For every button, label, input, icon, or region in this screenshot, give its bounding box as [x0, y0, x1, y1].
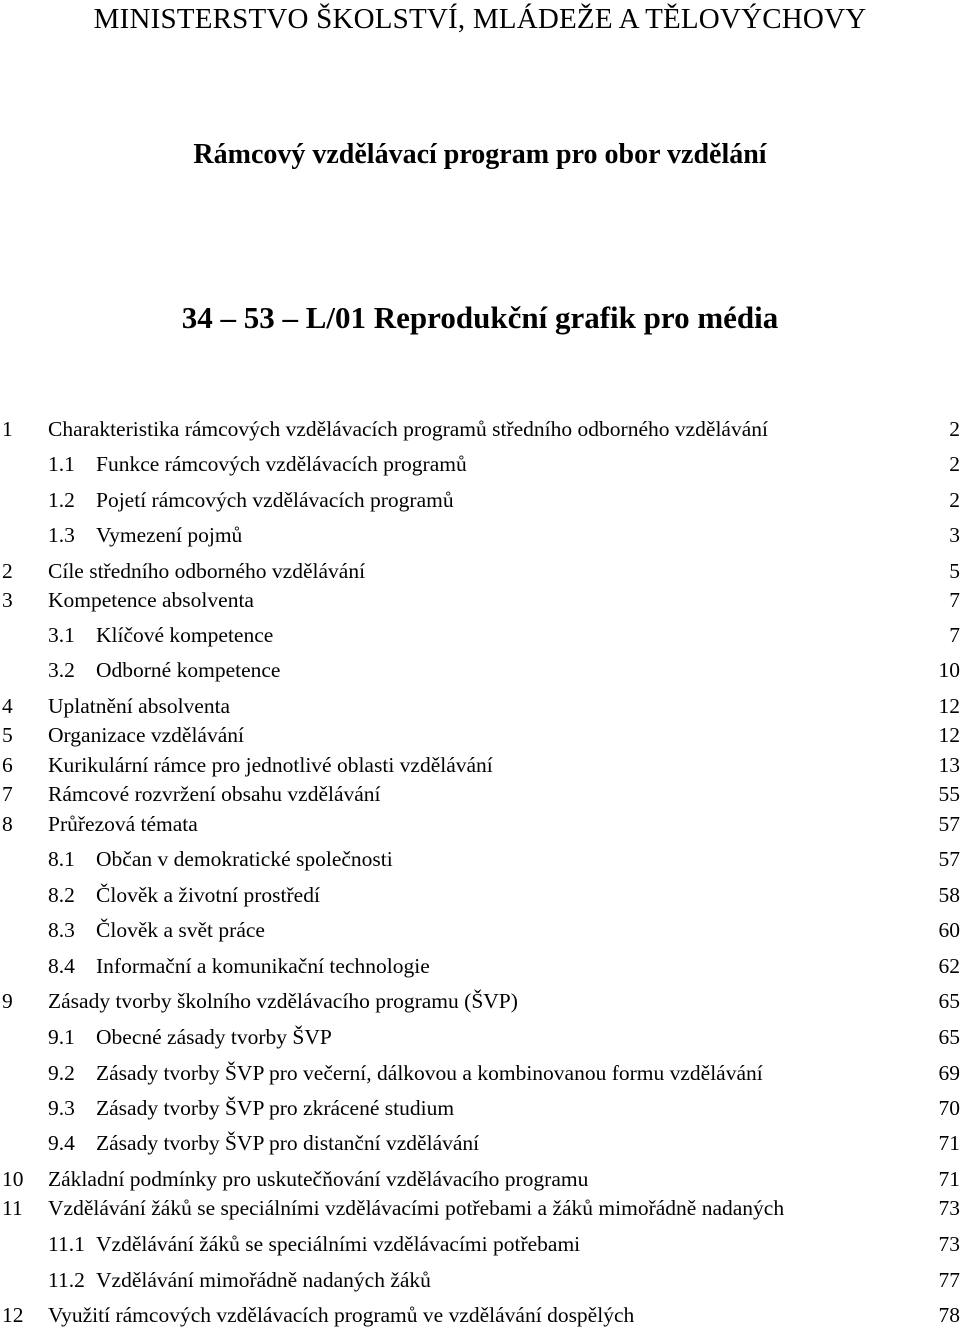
toc-entry-page: 5 [949, 559, 960, 583]
toc-entry-page: 69 [938, 1061, 960, 1085]
toc-entry-title: Člověk a svět práce [96, 918, 265, 942]
toc-entry-page: 71 [938, 1131, 960, 1155]
toc-entry-page: 65 [938, 1025, 960, 1049]
toc-entry[interactable] [0, 750, 960, 780]
toc-entry[interactable] [0, 691, 960, 721]
toc-entry-title: Zásady tvorby ŠVP pro večerní, dálkovou a kombinovanou formu vzdělávání [96, 1061, 763, 1085]
toc-entry-page: 60 [938, 918, 960, 942]
toc-entry-page: 78 [938, 1303, 960, 1327]
toc-entry-title: Rámcové rozvržení obsahu vzdělávání [48, 782, 381, 806]
toc-entry[interactable] [0, 1058, 960, 1088]
toc-entry[interactable] [0, 1022, 960, 1052]
toc-entry-title: Zásady tvorby ŠVP pro distanční vzdělávání [96, 1131, 480, 1155]
toc-entry-title: Vzdělávání žáků se speciálními vzdělávacími potřebami [96, 1232, 581, 1256]
toc-entry[interactable] [0, 1265, 960, 1295]
toc-entry-number: 2 [2, 559, 13, 583]
toc-entry[interactable] [0, 1128, 960, 1158]
toc-entry-page: 65 [938, 989, 960, 1013]
toc-entry-title: Organizace vzdělávání [48, 723, 244, 747]
program-title: Rámcový vzdělávací program pro obor vzdělání [193, 139, 767, 170]
toc-entry-number: 9.2 [48, 1061, 75, 1085]
toc-entry[interactable] [0, 655, 960, 685]
toc-entry-title: Zásady tvorby ŠVP pro zkrácené studium [96, 1096, 455, 1120]
toc-entry-number: 8 [2, 812, 13, 836]
toc-entry[interactable] [0, 585, 960, 615]
toc-entry[interactable] [0, 449, 960, 479]
toc-entry-number: 11.2 [48, 1268, 85, 1292]
toc-entry-title: Vzdělávání žáků se speciálními vzdělávacími potřebami a žáků mimořádně nadaných [48, 1196, 785, 1220]
toc-entry-number: 8.2 [48, 883, 75, 907]
toc-entry-number: 6 [2, 753, 13, 777]
toc-entry-page: 12 [938, 723, 960, 747]
toc-entry-number: 3.1 [48, 623, 75, 647]
toc-entry-page: 10 [938, 658, 960, 682]
toc-entry-page: 71 [938, 1167, 960, 1191]
toc-entry-title: Uplatnění absolventa [48, 694, 231, 718]
toc-entry-page: 3 [949, 523, 960, 547]
toc-entry-number: 1.2 [48, 488, 75, 512]
toc-entry-page: 77 [938, 1268, 960, 1292]
toc-entry-number: 1 [2, 417, 13, 441]
toc-entry[interactable] [0, 620, 960, 650]
toc-entry-number: 9.4 [48, 1131, 75, 1155]
toc-entry[interactable] [0, 1300, 960, 1330]
toc-entry-page: 13 [938, 753, 960, 777]
toc-entry-number: 8.4 [48, 954, 75, 978]
toc-entry-page: 2 [949, 452, 960, 476]
toc-entry-title: Klíčové kompetence [96, 623, 274, 647]
toc-entry[interactable] [0, 720, 960, 750]
toc-entry-title: Informační a komunikační technologie [96, 954, 430, 978]
toc-entry-number: 9.3 [48, 1096, 75, 1120]
toc-entry[interactable] [0, 779, 960, 809]
toc-entry-number: 7 [2, 782, 13, 806]
toc-entry-number: 1.3 [48, 523, 75, 547]
toc-entry[interactable] [0, 414, 960, 444]
toc-entry-title: Občan v demokratické společnosti [96, 847, 393, 871]
toc-entry-number: 1.1 [48, 452, 75, 476]
toc-entry-title: Charakteristika rámcových vzdělávacích programů středního odborného vzdělávání [48, 417, 768, 441]
toc-entry-title: Funkce rámcových vzdělávacích programů [96, 452, 467, 476]
toc-entry-page: 7 [949, 623, 960, 647]
toc-entry-number: 5 [2, 723, 13, 747]
toc-entry[interactable] [0, 556, 960, 586]
toc-entry[interactable] [0, 1229, 960, 1259]
toc-entry-title: Vymezení pojmů [96, 523, 243, 547]
toc-entry-title: Základní podmínky pro uskutečňování vzdělávacího programu [48, 1167, 589, 1191]
toc-entry[interactable] [0, 844, 960, 874]
toc-entry-number: 8.3 [48, 918, 75, 942]
toc-entry[interactable] [0, 1193, 960, 1223]
toc-entry-page: 2 [949, 417, 960, 441]
toc-entry-number: 9.1 [48, 1025, 75, 1049]
toc-entry-page: 70 [938, 1096, 960, 1120]
toc-entry-title: Cíle středního odborného vzdělávání [48, 559, 366, 583]
toc-entry-number: 3 [2, 588, 13, 612]
toc-entry[interactable] [0, 485, 960, 515]
toc-entry[interactable] [0, 915, 960, 945]
toc-entry-title: Využití rámcových vzdělávacích programů ve vzdělávání dospělých [48, 1303, 635, 1327]
toc-entry-page: 7 [949, 588, 960, 612]
toc-entry-title: Kurikulární rámce pro jednotlivé oblasti vzdělávání [48, 753, 493, 777]
toc-entry-title: Vzdělávání mimořádně nadaných žáků [96, 1268, 431, 1292]
toc-entry-title: Zásady tvorby školního vzdělávacího programu (ŠVP) [48, 989, 518, 1013]
toc-entry-number: 11.1 [48, 1232, 85, 1256]
toc-entry-title: Pojetí rámcových vzdělávacích programů [96, 488, 454, 512]
toc-entry-page: 55 [938, 782, 960, 806]
toc-entry-page: 57 [938, 812, 960, 836]
toc-entry-number: 4 [2, 694, 13, 718]
toc-entry[interactable] [0, 1164, 960, 1194]
ministry-heading: MINISTERSTVO ŠKOLSTVÍ, MLÁDEŽE A TĚLOVÝCHOVY [93, 3, 867, 35]
toc-entry-number: 8.1 [48, 847, 75, 871]
toc-entry-number: 9 [2, 989, 13, 1013]
toc-entry-title: Kompetence absolventa [48, 588, 254, 612]
toc-entry-page: 62 [938, 954, 960, 978]
toc-entry-page: 73 [938, 1232, 960, 1256]
toc-entry-page: 12 [938, 694, 960, 718]
toc-entry-number: 12 [2, 1303, 24, 1327]
toc-entry-page: 2 [949, 488, 960, 512]
toc-entry-title: Obecné zásady tvorby ŠVP [96, 1025, 332, 1049]
toc-entry[interactable] [0, 520, 960, 550]
toc-entry-page: 57 [938, 847, 960, 871]
toc-entry-page: 73 [938, 1196, 960, 1220]
toc-entry-number: 11 [2, 1196, 23, 1220]
field-code-title: 34 – 53 – L/01 Reprodukční grafik pro média [181, 300, 779, 335]
toc-entry-number: 3.2 [48, 658, 75, 682]
toc-entry[interactable] [0, 986, 960, 1016]
toc-entry[interactable] [0, 809, 960, 839]
toc-entry[interactable] [0, 880, 960, 910]
toc-entry-title: Průřezová témata [48, 812, 198, 836]
toc-entry[interactable] [0, 1093, 960, 1123]
toc-entry[interactable] [0, 951, 960, 981]
toc-entry-title: Odborné kompetence [96, 658, 281, 682]
toc-entry-number: 10 [2, 1167, 24, 1191]
toc-entry-title: Člověk a životní prostředí [96, 883, 320, 907]
toc-entry-page: 58 [938, 883, 960, 907]
